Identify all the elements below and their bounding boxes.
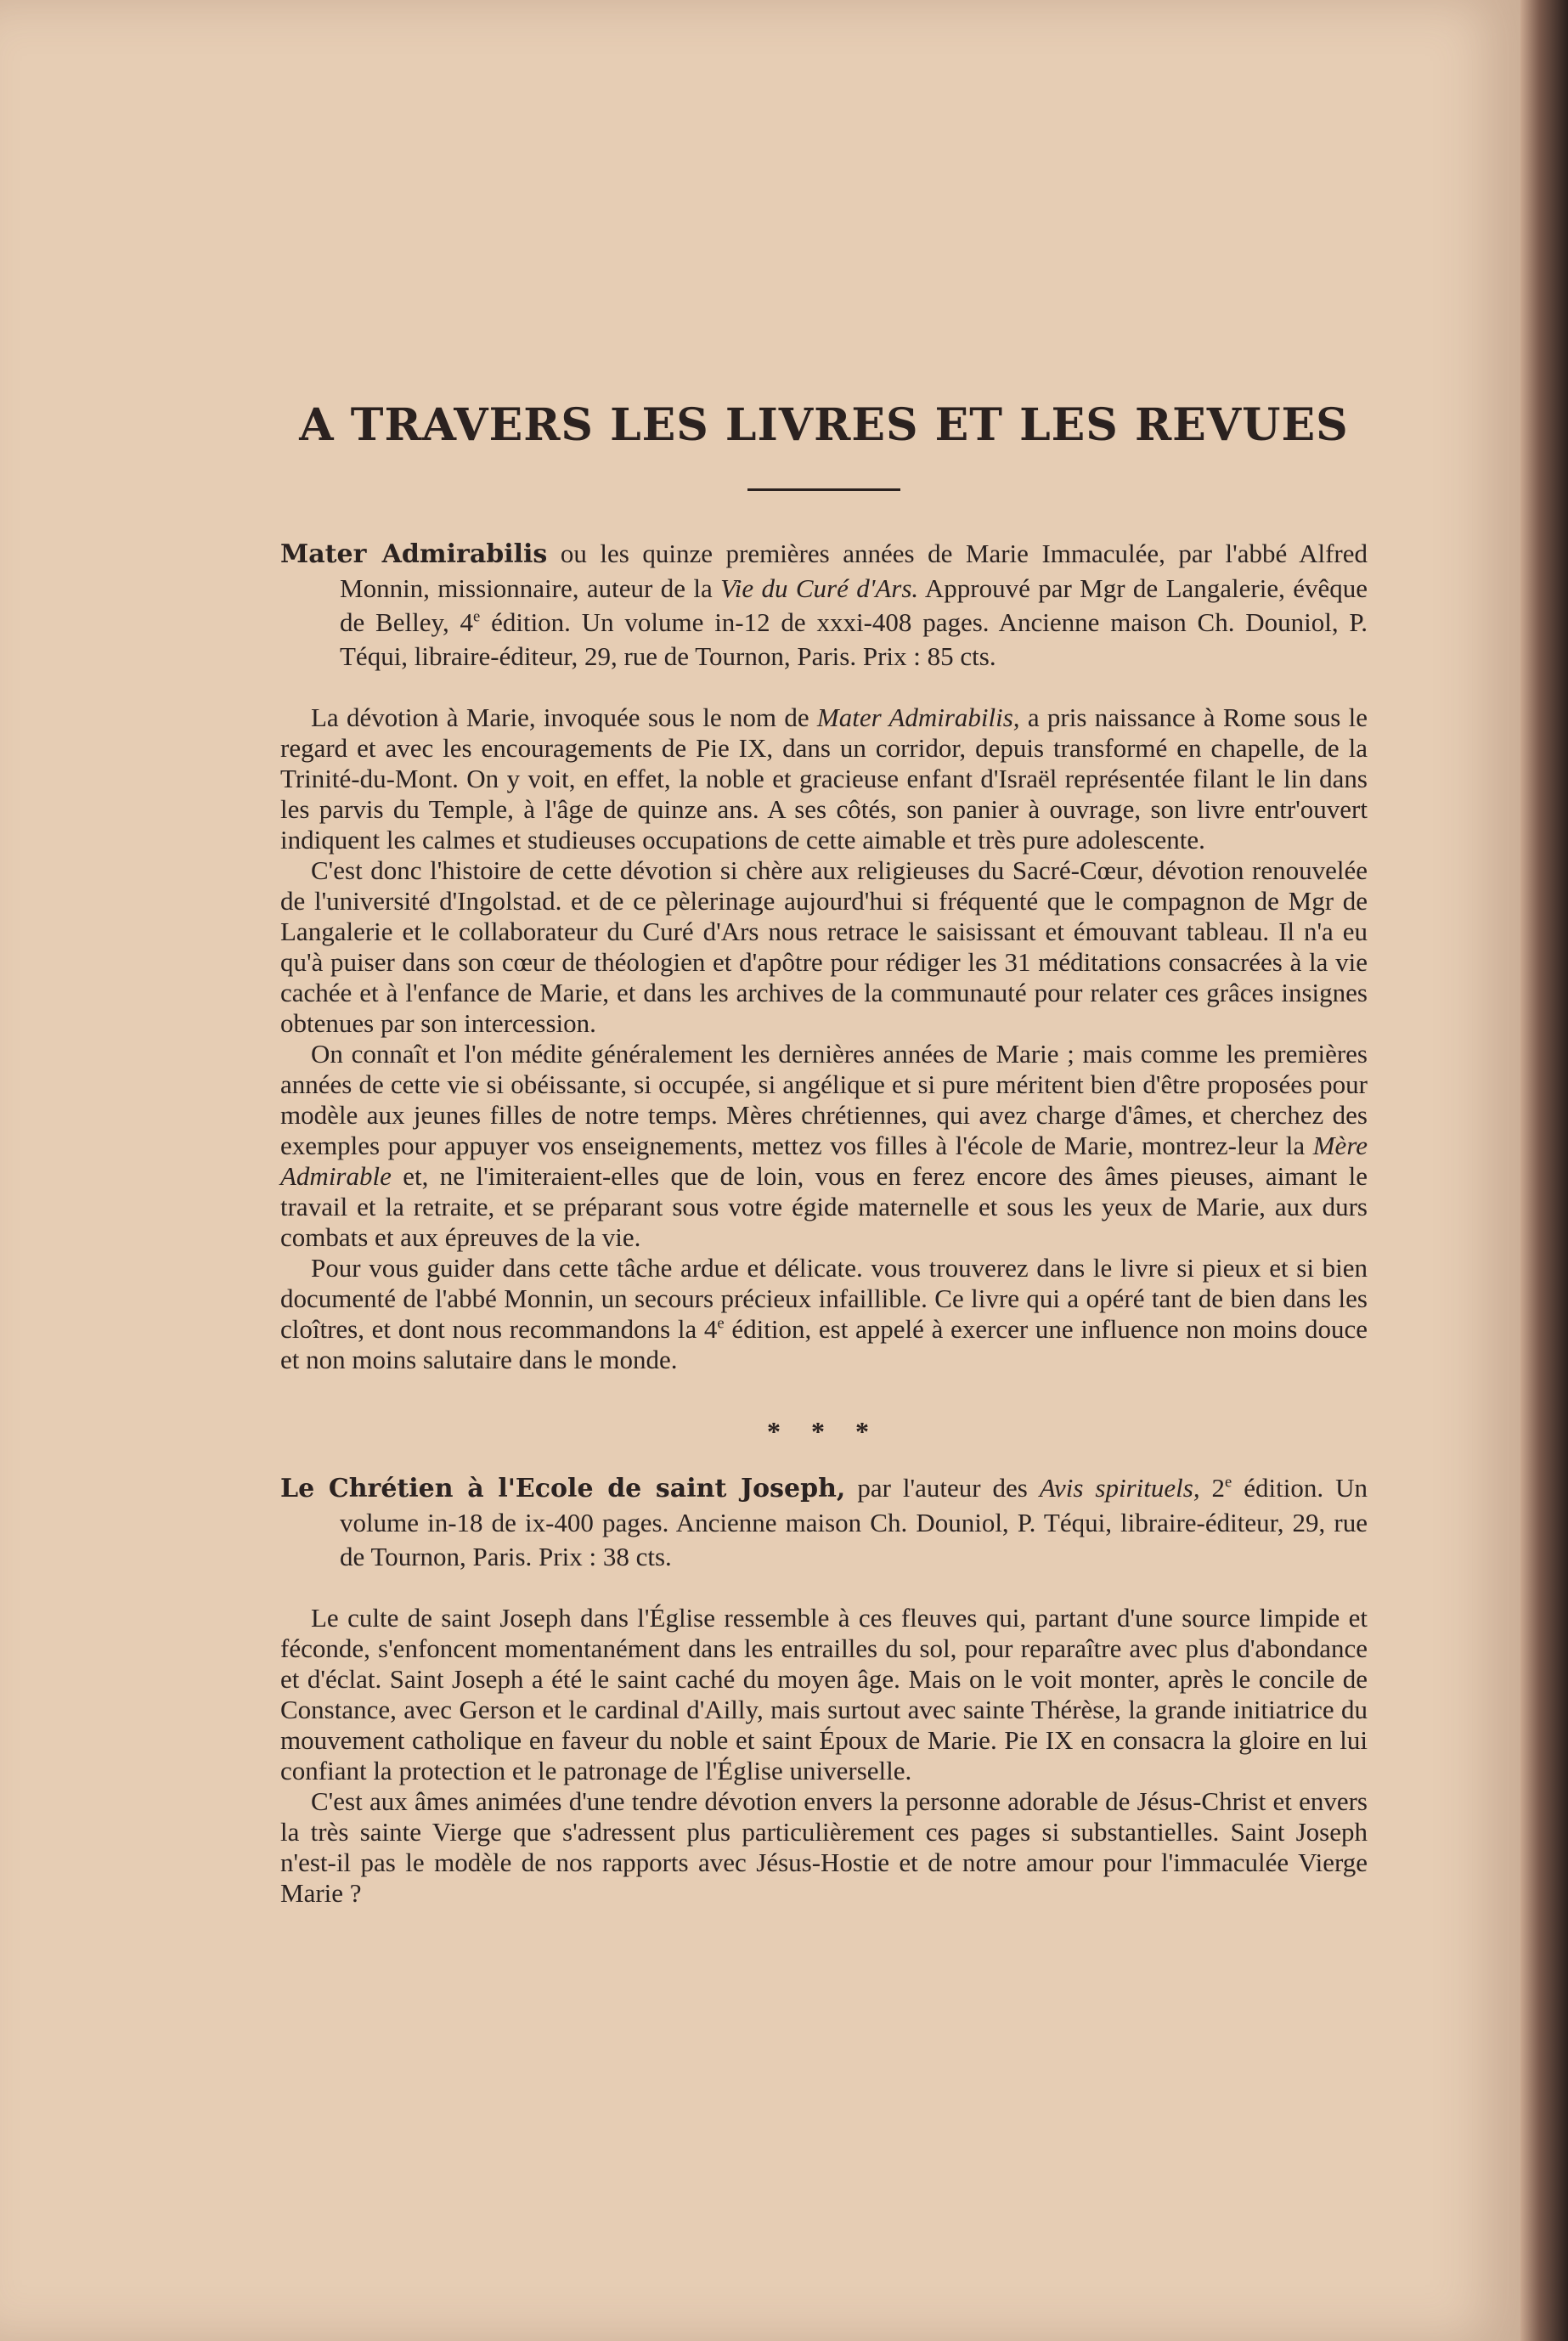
page-title: A TRAVERS LES LIVRES ET LES REVUES bbox=[299, 399, 1349, 451]
entry-1-desc-sup: e bbox=[473, 607, 481, 626]
title-rule bbox=[747, 488, 900, 491]
entry-1-book-title: Mater Admirabilis bbox=[280, 539, 548, 569]
entry-2-desc-a: par l'auteur des bbox=[845, 1473, 1040, 1503]
entry-1-p1-b: a pris naissance à Rome sous le regard et avec les encouragements de Pie IX, dans un corridor, depuis transformé en chapelle, de la Trinité-du-Mont. On y voit, en effet, la noble et gracieuse enfant d'Israël représentée filant le lin dans les parvis du Temple, à l'âge de quinze ans. A ses côtés, son panier à ouvrage, son livre entr'ouvert indiquent les calmes et studieuses occupations de cette aimable et très pure adolescente. bbox=[280, 702, 1368, 855]
entry-2-desc-b: 2 bbox=[1199, 1473, 1226, 1503]
entry-1-p1-italic: Mater Admirabilis, bbox=[816, 702, 1020, 732]
page-content bbox=[280, 399, 1368, 1909]
entry-1-p3-b: et, ne l'imiteraient-elles que de loin, vous en ferez encore des âmes pieuses, aimant le travail et la retraite, et se préparant sous votre égide maternelle et sous les yeux de Marie, aux durs combats et aux épreuves de la vie. bbox=[280, 1161, 1368, 1252]
entry-1-p4-b: édition, est appelé à exercer une influence non moins douce et non moins salutaire dans le monde. bbox=[280, 1314, 1368, 1374]
entry-1-paragraph-2: C'est donc l'histoire de cette dévotion si chère aux religieuses du Sacré-Cœur, dévotion renouvelée de l'université d'Ingolstad. et de ce pèlerinage aujourd'hui si fréquenté que le compagnon de Mgr de Langalerie et le collaborateur du Curé d'Ars nous retrace le saisissant et émouvant tableau. Il n'a eu qu'à puiser dans son cœur de théologien et d'apôtre pour rédiger les 31 méditations consacrées à la vie cachée et à l'enfance de Marie, et dans les archives de la communauté pour relater ces grâces insignes obtenues par son intercession. bbox=[280, 855, 1368, 1038]
entry-2-desc-c: édition. Un volume in-18 de ix-400 pages. Ancienne maison Ch. Douniol, P. Téqui, libraire-éditeur, 29, rue de Tournon, Paris. Prix : 38 cts. bbox=[340, 1473, 1368, 1571]
entry-2-heading bbox=[280, 1471, 1368, 1574]
entry-1-desc-italic: Vie du Curé d'Ars. bbox=[720, 573, 919, 603]
entry-1-paragraph-1 bbox=[280, 702, 1368, 855]
entry-2-book-title: Le Chrétien à l'Ecole de saint Joseph, bbox=[280, 1474, 846, 1503]
entry-1-paragraph-4 bbox=[280, 1253, 1368, 1375]
entry-2-desc-italic: Avis spirituels, bbox=[1039, 1473, 1200, 1503]
entry-1-p4-a: Pour vous guider dans cette tâche ardue et délicate. vous trouverez dans le livre si pieux et si bien documenté de l'abbé Monnin, un secours précieux infaillible. Ce livre qui a opéré tant de bien dans les cloîtres, et dont nous recommandons la 4 bbox=[280, 1253, 1368, 1344]
entry-1-p1-a: La dévotion à Marie, invoquée sous le nom de bbox=[311, 702, 817, 732]
entry-1-p4-sup: e bbox=[717, 1314, 725, 1333]
entry-1-desc-a: ou les quinze premières années de Marie Immaculée, par l'abbé Alfred Monnin, missionnaire, auteur de la bbox=[340, 539, 1368, 603]
entry-1-p3-a: On connaît et l'on médite généralement les dernières années de Marie ; mais comme les premières années de cette vie si obéissante, si occupée, si angélique et si pure méritent bien d'être proposées pour modèle aux jeunes filles de notre temps. Mères chrétiennes, qui avez charge d'âmes, et cherchez des exemples pour appuyer vos enseignements, mettez vos filles à l'école de Marie, montrez-leur la bbox=[280, 1039, 1368, 1160]
entry-1-heading bbox=[280, 537, 1368, 674]
entry-1-p3-italic: Mère Admirable bbox=[280, 1131, 1368, 1191]
entry-1-desc-c: édition. Un volume in-12 de xxxi-408 pages. Ancienne maison Ch. Douniol, P. Téqui, libraire-éditeur, 29, rue de Tournon, Paris. Prix : 85 cts. bbox=[340, 607, 1368, 671]
entry-2-paragraph-1: Le culte de saint Joseph dans l'Église ressemble à ces fleuves qui, partant d'une source limpide et féconde, s'enfoncent momentanément dans les entrailles du sol, pour reparaître avec plus d'abondance et d'éclat. Saint Joseph a été le saint caché du moyen âge. Mais on le voit monter, après le concile de Constance, avec Gerson et le cardinal d'Ailly, mais surtout avec sainte Thérèse, la grande initiatrice du mouvement catholique en faveur du noble et saint Époux de Marie. Pie IX en consacra la gloire en lui confiant la protection et le patronage de l'Église universelle. bbox=[280, 1603, 1368, 1785]
entry-1-desc-b: Approuvé par Mgr de Langalerie, évêque de Belley, 4 bbox=[340, 573, 1368, 637]
entry-2-desc-sup: e bbox=[1225, 1473, 1232, 1492]
entry-1-paragraph-3 bbox=[280, 1039, 1368, 1253]
entry-2-paragraph-2: C'est aux âmes animées d'une tendre dévotion envers la personne adorable de Jésus-Christ et envers la très sainte Vierge que s'adressent plus particulièrement ces pages si substantielles. Saint Joseph n'est-il pas le modèle de nos rapports avec Jésus-Hostie et de notre amour pour l'immaculée Vierge Marie ? bbox=[280, 1786, 1368, 1908]
book-spine-shadow bbox=[1520, 0, 1568, 2341]
section-separator: * * * bbox=[767, 1416, 881, 1447]
